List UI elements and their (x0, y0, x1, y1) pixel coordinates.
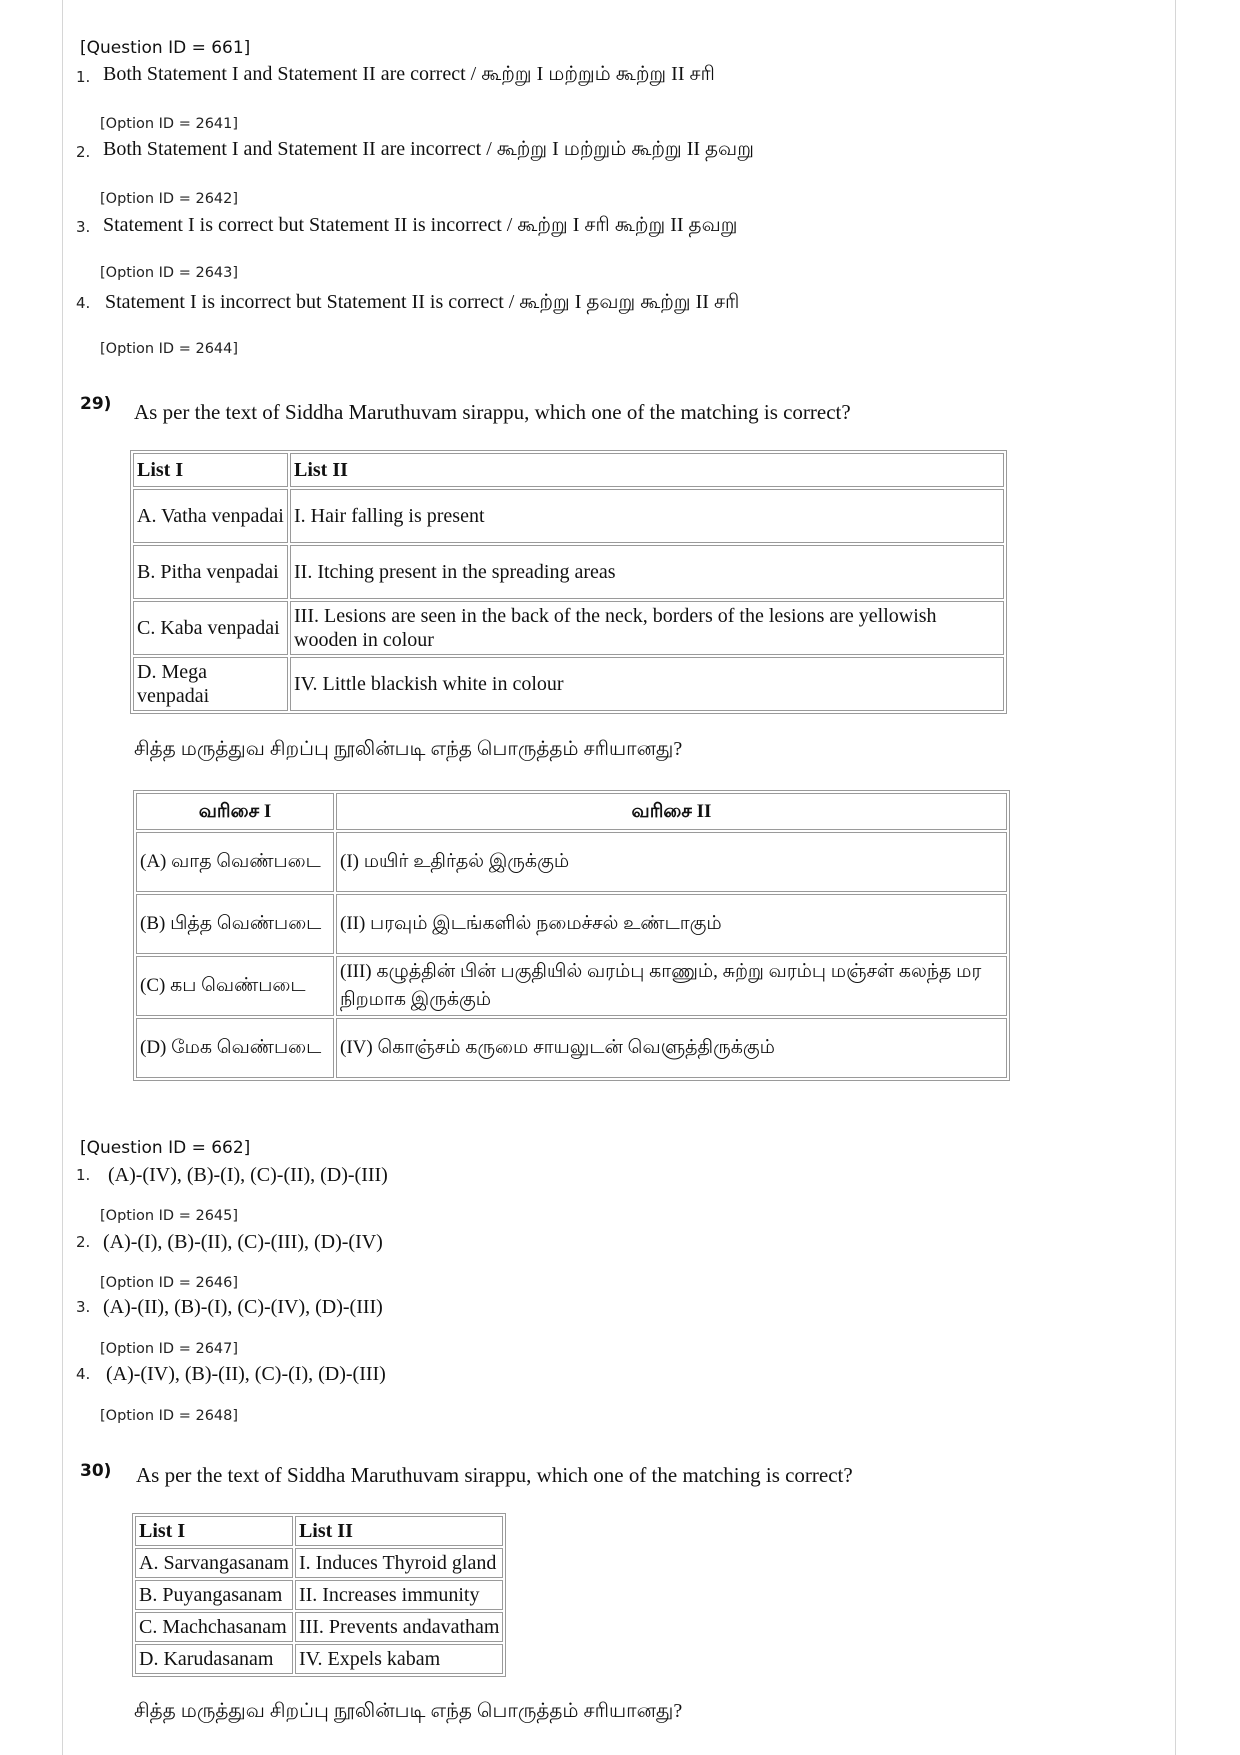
table-cell: (IV) கொஞ்சம் கருமை சாயலுடன் வெளுத்திருக்கும் (336, 1018, 1007, 1078)
question-number: 29) (80, 394, 112, 414)
table-header: List II (295, 1516, 503, 1546)
table-row (136, 1018, 1007, 1078)
table-cell: (II) பரவும் இடங்களில் நமைச்சல் உண்டாகும் (336, 894, 1007, 954)
option-text[interactable]: Both Statement I and Statement II are incorrect / கூற்று I மற்றும் கூற்று II தவறு (103, 138, 754, 160)
option-text[interactable]: (A)-(IV), (B)-(II), (C)-(I), (D)-(III) (106, 1363, 386, 1385)
table-row (136, 894, 1007, 954)
question-id: [Question ID = 661] (80, 38, 251, 58)
table-header: List I (135, 1516, 293, 1546)
table-row (133, 601, 1004, 655)
table-row (136, 956, 1007, 1016)
table-cell: D. Mega venpadai (133, 657, 288, 711)
table-cell: (C) கப வெண்படை (136, 956, 334, 1016)
table-header-row (133, 453, 1004, 487)
match-table-english (132, 1513, 506, 1677)
option-number: 3. (76, 218, 91, 236)
question-id: [Question ID = 662] (80, 1138, 251, 1158)
table-row (133, 545, 1004, 599)
table-header: List II (290, 453, 1004, 487)
table-cell: IV. Little blackish white in colour (290, 657, 1004, 711)
table-cell: (B) பித்த வெண்படை (136, 894, 334, 954)
table-row (135, 1612, 503, 1642)
table-cell: IV. Expels kabam (295, 1644, 503, 1674)
table-header: List I (133, 453, 288, 487)
option-number: 4. (76, 294, 91, 312)
option-number: 1. (76, 1166, 91, 1184)
table-cell: III. Prevents andavatham (295, 1612, 503, 1642)
option-id: [Option ID = 2642] (100, 191, 239, 207)
question-text: As per the text of Siddha Maruthuvam sirappu, which one of the matching is correct? (136, 1463, 853, 1487)
table-cell: (D) மேக வெண்படை (136, 1018, 334, 1078)
table-cell: I. Hair falling is present (290, 489, 1004, 543)
table-cell: D. Karudasanam (135, 1644, 293, 1674)
table-header: வரிசை I (136, 793, 334, 830)
table-cell: III. Lesions are seen in the back of the neck, borders of the lesions are yellowish wooden in colour (290, 601, 1004, 655)
option-id: [Option ID = 2648] (100, 1408, 239, 1424)
option-id: [Option ID = 2644] (100, 341, 239, 357)
table-cell: (I) மயிர் உதிர்தல் இருக்கும் (336, 832, 1007, 892)
question-text-tamil: சித்த மருத்துவ சிறப்பு நூலின்படி எந்த பொருத்தம் சரியானது? (134, 1700, 683, 1722)
table-row (133, 489, 1004, 543)
table-row (135, 1644, 503, 1674)
table-row (135, 1548, 503, 1578)
option-text[interactable]: (A)-(I), (B)-(II), (C)-(III), (D)-(IV) (103, 1231, 383, 1253)
table-header-row (136, 793, 1007, 830)
option-text[interactable]: (A)-(II), (B)-(I), (C)-(IV), (D)-(III) (103, 1296, 383, 1318)
question-text-tamil: சித்த மருத்துவ சிறப்பு நூலின்படி எந்த பொருத்தம் சரியானது? (134, 738, 683, 760)
option-id: [Option ID = 2646] (100, 1275, 239, 1291)
table-cell: C. Kaba venpadai (133, 601, 288, 655)
option-number: 4. (76, 1365, 91, 1383)
table-row (133, 657, 1004, 711)
option-id: [Option ID = 2645] (100, 1208, 239, 1224)
table-cell: II. Increases immunity (295, 1580, 503, 1610)
match-table-tamil (133, 790, 1010, 1081)
table-cell: C. Machchasanam (135, 1612, 293, 1642)
option-number: 3. (76, 1298, 91, 1316)
option-text[interactable]: Statement I is correct but Statement II is incorrect / கூற்று I சரி கூற்று II தவறு (103, 214, 738, 236)
option-id: [Option ID = 2641] (100, 116, 239, 132)
table-cell: I. Induces Thyroid gland (295, 1548, 503, 1578)
option-text[interactable]: Both Statement I and Statement II are correct / கூற்று I மற்றும் கூற்று II சரி (103, 63, 715, 85)
option-id: [Option ID = 2647] (100, 1341, 239, 1357)
table-cell: A. Sarvangasanam (135, 1548, 293, 1578)
table-cell: II. Itching present in the spreading areas (290, 545, 1004, 599)
table-header-row (135, 1516, 503, 1546)
table-cell: A. Vatha venpadai (133, 489, 288, 543)
option-id: [Option ID = 2643] (100, 265, 239, 281)
option-text[interactable]: Statement I is incorrect but Statement II is correct / கூற்று I தவறு கூற்று II சரி (105, 291, 740, 313)
table-cell: (III) கழுத்தின் பின் பகுதியில் வரம்பு காணும், சுற்று வரம்பு மஞ்சள் கலந்த மர நிறமாக இருக்கும் (336, 956, 1007, 1016)
table-cell: B. Pitha venpadai (133, 545, 288, 599)
table-row (136, 832, 1007, 892)
table-cell: (A) வாத வெண்படை (136, 832, 334, 892)
option-text[interactable]: (A)-(IV), (B)-(I), (C)-(II), (D)-(III) (108, 1164, 388, 1186)
option-number: 2. (76, 143, 91, 161)
table-row (135, 1580, 503, 1610)
table-header: வரிசை II (336, 793, 1007, 830)
table-cell: B. Puyangasanam (135, 1580, 293, 1610)
question-text: As per the text of Siddha Maruthuvam sirappu, which one of the matching is correct? (134, 400, 851, 424)
option-number: 2. (76, 1233, 91, 1251)
match-table-english (130, 450, 1007, 714)
question-number: 30) (80, 1461, 112, 1481)
option-number: 1. (76, 68, 91, 86)
